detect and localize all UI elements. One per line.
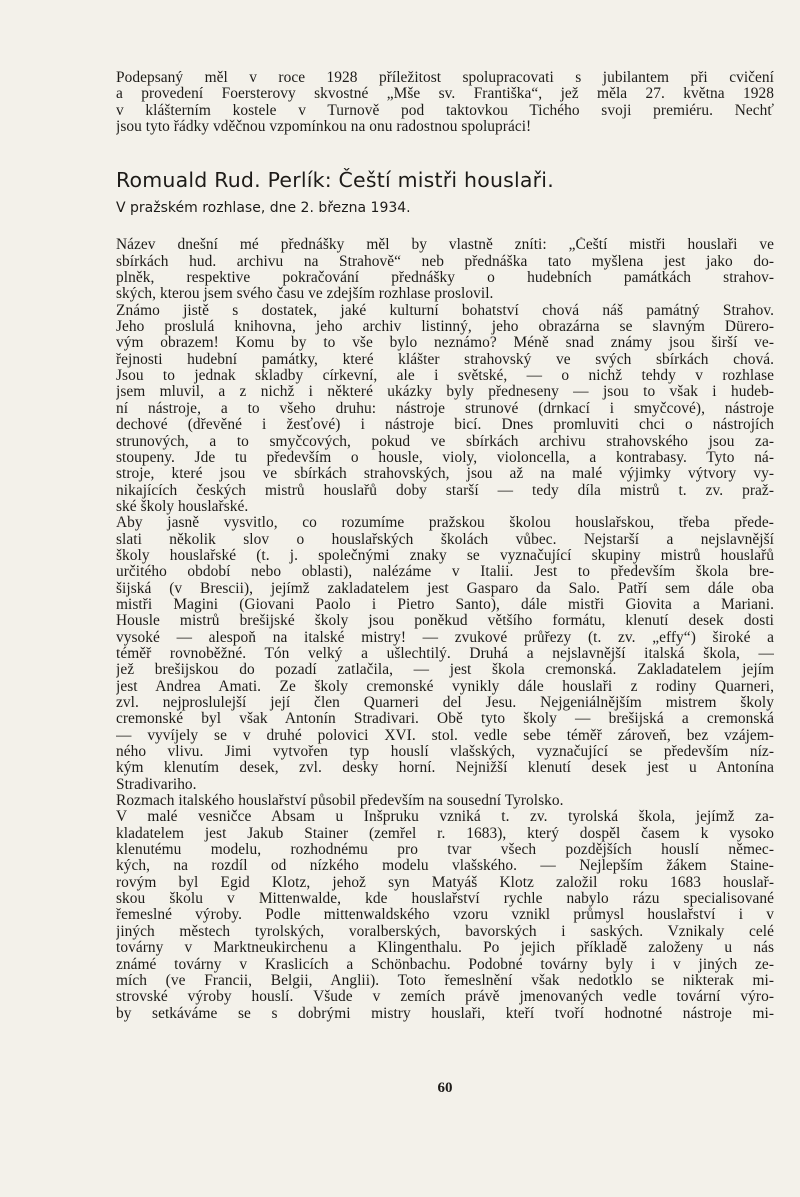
article-subheading: V pražském rozhlase, dne 2. března 1934. bbox=[116, 200, 411, 217]
article-body bbox=[116, 237, 774, 1022]
body-line: Rozmach italského houslařství působil především na sousední Tyrolsko. bbox=[116, 793, 564, 810]
body-line: ní nástroje, a to všeho druhu: nástroje strunové (drnkací i smyčcové), nástroje bbox=[116, 400, 774, 417]
intro-line: Podepsaný měl v roce 1928 příležitost spolupracovati s jubilantem při cvičení bbox=[116, 70, 774, 86]
body-line: by setkáváme se s dobrými mistry houslaři, kteří tvoří hodnotné nástroje mi- bbox=[116, 1005, 774, 1022]
body-line: dechové (dřevěné i žesťové) i nástroje bicí. Dnes promluviti chci o nástrojích bbox=[116, 417, 774, 434]
body-line: určitého období nebo oblasti), nalézáme v Italii. Jest to především škola bre- bbox=[116, 564, 774, 581]
body-line: Jsou to jednak skladby církevní, ale i světské, — o nichž tehdy v rozhlase bbox=[116, 368, 774, 385]
body-line: ného vlivu. Jimi vytvořen typ houslí vlašských, vyznačující se především níz- bbox=[116, 744, 774, 761]
body-line: stoupeny. Jde tu především o housle, violy, violoncella, a kontrabasy. Tyto ná- bbox=[116, 449, 774, 466]
body-line: šijská (v Brescii), jejímž zakladatelem jest Gasparo da Salo. Patří sem dále oba bbox=[116, 580, 774, 597]
body-line: továrny v Marktneukirchenu a Klingenthalu. Po jejich příkladě založeny u nás bbox=[116, 940, 774, 957]
intro-paragraph bbox=[116, 70, 774, 135]
body-line: jsem mluvil, a z nichž i některé ukázky byly předneseny — jsou to však i hudeb- bbox=[116, 384, 774, 401]
body-line: téměř rovnoběžné. Tón velký a ušlechtilý. Druhá a nejslavnější italská škola, — bbox=[116, 645, 774, 662]
body-line: kladatelem jest Jakub Stainer (zemřel r. 1683), který dospěl časem k vysoko bbox=[116, 825, 774, 842]
page bbox=[116, 70, 774, 1180]
body-line: nikajících českých mistrů houslařů doby starší — tedy díla mistrů t. zv. praž- bbox=[116, 482, 774, 499]
body-line: školy houslařské (t. j. společnými znaky se vyznačující skupiny mistrů houslařů bbox=[116, 547, 774, 564]
body-line: mích (ve Francii, Belgii, Anglii). Toto řemeslnění však nedotklo se nikterak mi- bbox=[116, 972, 774, 989]
body-line: zvl. nejproslulejší její člen Quarneri del Jesu. Nejgeniálnějším mistrem školy bbox=[116, 695, 774, 711]
body-line: jest Andrea Amati. Ze školy cremonské vynikly dále houslaři z rodiny Quarneri, bbox=[116, 678, 774, 695]
body-line: Jeho proslulá knihovna, jeho archiv listinný, jeho obrazárna se slavným Dürero- bbox=[116, 319, 774, 336]
body-line: kým klenutím desek, zvl. desky horní. Nejnižší klenutí desek jest u Antonína bbox=[116, 760, 774, 777]
body-line: vysoké — alespoň na italské mistry! — zvukové průřezy (t. zv. „effy“) široké a bbox=[116, 629, 774, 646]
intro-line: v klášterním kostele v Turnově pod taktovkou Tichého svoji premiéru. Nechť bbox=[116, 102, 774, 119]
body-line: strovské výroby houslí. Všude v zemích právě jmenovaných vedle tovární výro- bbox=[116, 989, 774, 1006]
body-line: V malé vesničce Absam u Inšpruku vzniká t. zv. tyrolská škola, jejímž za- bbox=[116, 809, 774, 826]
body-line: cremonské byl však Antonín Stradivari. Obě tyto školy — brešijská a cremonská bbox=[116, 711, 774, 728]
body-line: stroje, které jsou ve sbírkách strahovských, jsou až na malé výjimky výtvory vy- bbox=[116, 466, 774, 483]
body-line: klenutému modelu, rozhodnému pro tvar všech pozdějších houslí němec- bbox=[116, 842, 774, 859]
body-line: jež brešijskou do pozadí zatlačila, — jest škola cremonská. Zakladatelem jejím bbox=[116, 662, 774, 679]
body-line: kých, na rozdíl od nízkého modelu vlašského. — Nejlepším žákem Staine- bbox=[116, 858, 774, 875]
body-line: Stradivariho. bbox=[116, 776, 197, 793]
body-line: řemeslné výroby. Podle mittenwaldského vzoru vznikl průmysl houslařství i v bbox=[116, 907, 774, 924]
body-line: slati několik slov o houslařských školách vůbec. Nejstarší a nejslavnější bbox=[116, 531, 774, 548]
body-line: vým obrazem! Komu by to vše bylo neznámo? Méně snad známy jsou širší ve- bbox=[116, 335, 774, 352]
body-line: Název dnešní mé přednášky měl by vlastně zníti: „Čeští mistři houslaři ve bbox=[116, 237, 774, 254]
body-line: skou školu v Mittenwalde, kde houslařství rychle nabylo rázu specialisované bbox=[116, 891, 774, 908]
body-line: řejnosti hudební památky, které klášter strahovský ve svých sbírkách chová. bbox=[116, 351, 774, 368]
body-line: mistři Magini (Giovani Paolo i Pietro Santo), dále mistři Giovita a Mariani. bbox=[116, 596, 774, 613]
body-line: Aby jasně vysvitlo, co rozumíme pražskou školou houslařskou, třeba přede- bbox=[116, 515, 774, 532]
intro-line: a provedení Foersterovy skvostné „Mše sv. Františka“, jež měla 27. května 1928 bbox=[116, 86, 774, 103]
body-line: plněk, respektive pokračování přednášky o hudebních památkách strahov- bbox=[116, 270, 774, 287]
body-line: — vyvíjely se v druhé polovici XVI. stol. vedle sebe téměř zároveň, bez vzájem- bbox=[116, 727, 774, 744]
body-line: ských, kterou jsem svého času ve zdejším rozhlase proslovil. bbox=[116, 286, 494, 303]
body-line: rovým byl Egid Klotz, jehož syn Matyáš Klotz založil roku 1683 houslař- bbox=[116, 874, 774, 891]
body-line: Housle mistrů brešijské školy jsou poněkud většího formátu, klenutí desek dosti bbox=[116, 613, 774, 630]
page-number: 60 bbox=[437, 1080, 453, 1096]
article-heading: Romuald Rud. Perlík: Čeští mistři houslaři. bbox=[116, 168, 554, 193]
body-line: ské školy houslařské. bbox=[116, 498, 249, 515]
body-line: Známo jistě s dostatek, jaké kulturní bohatství chová náš památný Strahov. bbox=[116, 302, 774, 319]
body-line: strunových, a to smyčcových, pokud ve sbírkách archivu strahovského jsou za- bbox=[116, 433, 774, 450]
intro-line: jsou tyto řádky vděčnou vzpomínkou na onu radostnou spolupráci! bbox=[116, 119, 532, 136]
body-line: sbírkách hud. archivu na Strahově“ neb přednáška tato myšlena jest jako do- bbox=[116, 253, 774, 270]
body-line: známé továrny v Kraslicích a Schönbachu. Podobné továrny byly i v jiných ze- bbox=[116, 956, 774, 973]
body-line: jiných městech tyrolských, voralberských, bavorských i saských. Vznikaly celé bbox=[116, 923, 774, 940]
